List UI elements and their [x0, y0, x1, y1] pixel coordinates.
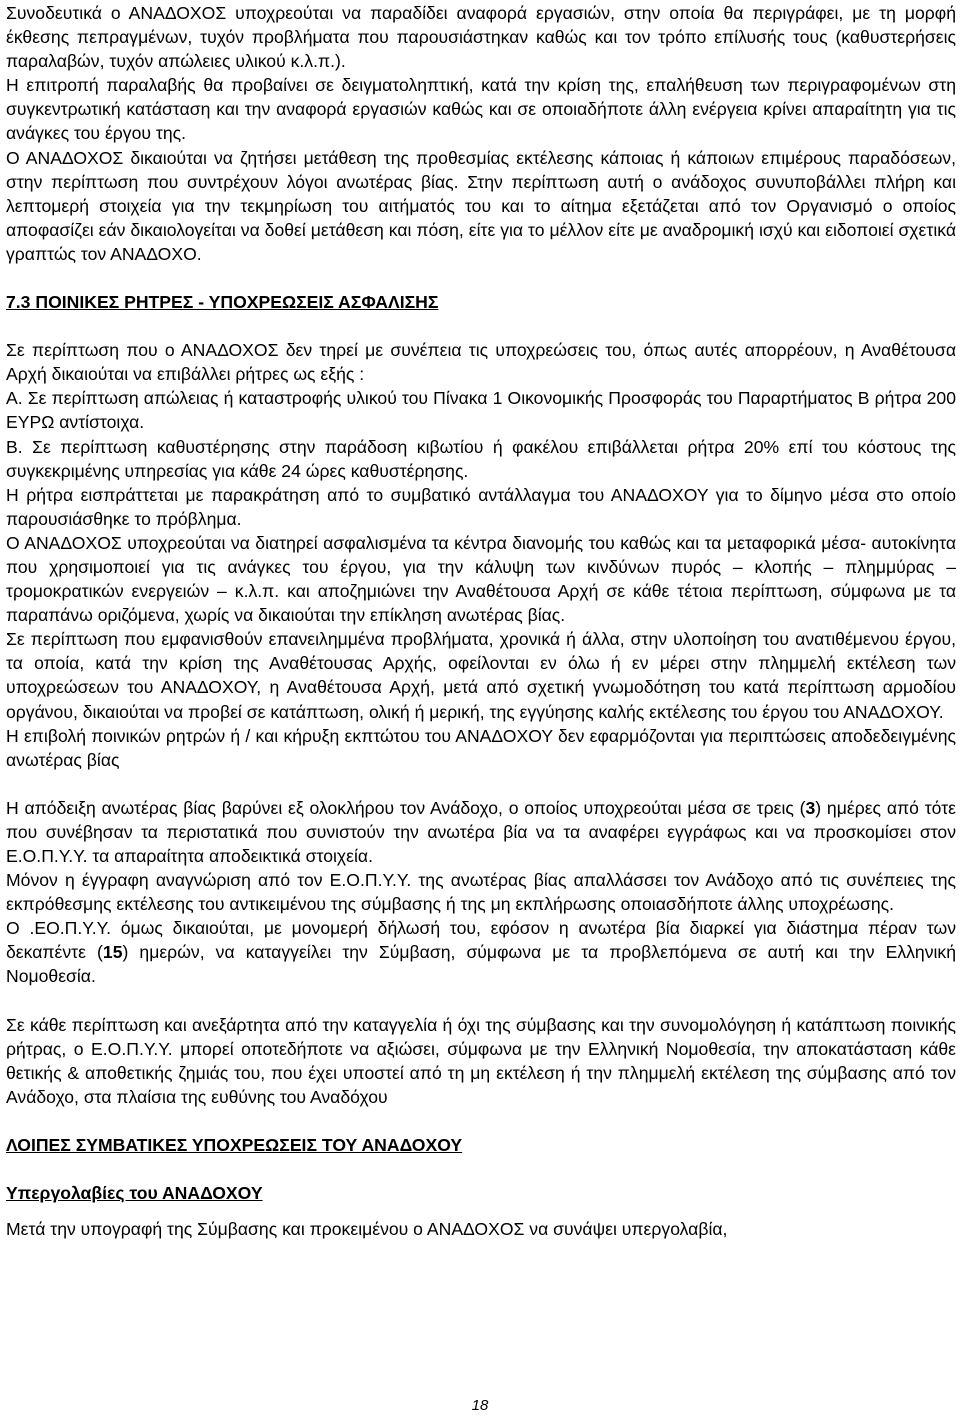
text-run: Η απόδειξη ανωτέρας βίας βαρύνει εξ ολοκλήρου τον Ανάδοχο, ο οποίος υποχρεούται μέσα σε τρεις (: [6, 797, 806, 818]
text-run: ) ημερών, να καταγγείλει την Σύμβαση, σύμφωνα με τα προβλεπόμενα σε αυτή και την Ελληνική Νομοθεσία.: [6, 942, 957, 987]
page-number: 18: [471, 1397, 489, 1414]
spacer: [6, 314, 956, 338]
paragraph-penalties-intro: Σε περίπτωση που ο ΑΝΑΔΟΧΟΣ δεν τηρεί με συνέπεια τις υποχρεώσεις του, όπως αυτές απορρέουν, η Αναθέτουσα Αρχή δικαιούται να επιβάλλει ρήτρες ως εξής :: [6, 340, 956, 385]
paragraph-damages-claim: Σε κάθε περίπτωση και ανεξάρτητα από την καταγγελία ή όχι της σύμβασης και την συνομολόγηση ή κατάπτωση ποινικής ρήτρας, ο Ε.Ο.Π.Υ.Υ. μπορεί οποτεδήποτε να αξιώσει, σύμφωνα με την Ελληνική Νομοθεσία, την αποκατάσταση κάθε θετικής & αποθετικής ζημιάς του, που έχει υποστεί από τη μη εκτέλεση ή την πλημμελή εκτέλεση της σύμβασης από τον Ανάδοχο, στα πλαίσια της ευθύνης του Αναδόχου: [6, 1014, 956, 1107]
paragraph-penalty-b: Β. Σε περίπτωση καθυστέρησης στην παράδοση κιβωτίου ή φακέλου επιβάλλεται ρήτρα 20% επί του κόστους της συγκεκριμένης υπηρεσίας για κάθε 24 ώρες καθυστέρησης.: [6, 436, 956, 481]
document-page: [6, 0, 956, 1241]
text-run: ) ημέρες από τότε που συνέβησαν τα περιστατικά που συνιστούν την ανωτέρα βία να τα αναφέρει εγγράφως και να προσκομίσει στον Ε.Ο.Π.Υ.Υ. τα απαραίτητα αποδεικτικά στοιχεία.: [6, 797, 956, 866]
section-number: 7.3: [6, 292, 31, 313]
paragraph-subcontracting: Μετά την υπογραφή της Σύμβασης και προκειμένου ο ΑΝΑΔΟΧΟΣ να συνάψει υπεργολαβία,: [6, 1219, 728, 1240]
paragraph-repeated-problems: Σε περίπτωση που εμφανισθούν επανειλημμένα προβλήματα, χρονικά ή άλλα, στην υλοποίηση του ανατιθέμενου έργου, τα οποία, κατά την κρίση της Αναθέτουσας Αρχής, οφείλονται εν όλω ή εν μέρει στην πλημμελή εκτέλεση των υποχρεώσεων του ΑΝΑΔΟΧΟΥ, η Αναθέτουσα Αρχή, μετά από σχετική γνωμοδότηση του κατά περίπτωση αρμοδίου οργάνου, δικαιούται να προβεί σε κατάπτωση, ολική ή μερική, της εγγύησης καλής εκτέλεσης του έργου του ΑΝΑΔΟΧΟΥ.: [6, 629, 956, 722]
paragraph-force-majeure-exemption: Η επιβολή ποινικών ρητρών ή / και κήρυξη εκπτώτου του ΑΝΑΔΟΧΟΥ δεν εφαρμόζονται για περιπτώσεις αποδεδειγμένης ανωτέρας βίας: [6, 725, 956, 770]
section-heading-other-obligations: ΛΟΙΠΕΣ ΣΥΜΒΑΤΙΚΕΣ ΥΠΟΧΡΕΩΣΕΙΣ ΤΟΥ ΑΝΑΔΟΧΟΥ: [6, 1134, 463, 1155]
section-heading-subcontracting: Υπεργολαβίες του ΑΝΑΔΟΧΟΥ: [6, 1183, 263, 1204]
section-heading-penalties: [6, 290, 956, 314]
spacer: [6, 989, 956, 1013]
paragraph-force-majeure-proof: [6, 796, 956, 868]
text-run: Ο .ΕΟ.Π.Υ.Υ. όμως δικαιούται, με μονομερή δήλωσή του, εφόσον η ανωτέρα βία διαρκεί για διάστημα πέραν των δεκαπέντε (: [6, 918, 956, 963]
paragraph-insurance: Ο ΑΝΑΔΟΧΟΣ υποχρεούται να διατηρεί ασφαλισμένα τα κέντρα διανομής του καθώς και τα μεταφορικά μέσα- αυτοκίνητα που χρησιμοποιεί για τις ανάγκες του έργου, για την κάλυψη των κινδύνων πυρός – κλοπής – πλημμύρας – τρομοκρατικών ενεργειών – κ.λ.π. και αποζημιώνει την Αναθέτουσα Αρχή σε κάθε τέτοια περίπτωση, σύμφωνα με τα παραπάνω οριζόμενα, χωρίς να δικαιούται την επίκληση ανωτέρας βίας.: [6, 532, 956, 626]
paragraph-penalty-a: Α. Σε περίπτωση απώλειας ή καταστροφής υλικού του Πίνακα 1 Οικονομικής Προσφοράς του Παραρτήματος Β ρήτρα 200 ΕΥΡΩ αντίστοιχα.: [6, 388, 956, 433]
bold-number: 3: [805, 797, 816, 818]
paragraph-penalty-collection: Η ρήτρα εισπράττεται με παρακράτηση από το συμβατικό αντάλλαγμα του ΑΝΑΔΟΧΟΥ για το δίμηνο μέσα στο οποίο παρουσιάσθηκε το πρόβλημα.: [6, 484, 956, 529]
bold-number: 15: [102, 942, 123, 963]
paragraph-deadline-extension: Ο ΑΝΑΔΟΧΟΣ δικαιούται να ζητήσει μετάθεση της προθεσμίας εκτέλεσης κάποιας ή κάποιων επιμέρους παραδόσεων, στην περίπτωση που συντρέχουν λόγοι ανωτέρας βίας. Στην περίπτωση αυτή ο ανάδοχος συνυποβάλλει πλήρη και λεπτομερή στοιχεία για την τεκμηρίωση του αιτήματός του και το αίτημα εξετάζεται από τον Οργανισμό ο οποίος αποφασίζει εάν δικαιολογείται να δοθεί μετάθεση και πόση, είτε για το μέλλον είτε με αναδρομική ισχύ και ειδοποιεί σχετικά γραπτώς τον ΑΝΑΔΟΧΟ.: [6, 147, 956, 264]
section-title: ΠΟΙΝΙΚΕΣ ΡΗΤΡΕΣ - ΥΠΟΧΡΕΩΣΕΙΣ ΑΣΦΑΛΙΣΗΣ: [35, 292, 439, 313]
spacer: [6, 1205, 956, 1217]
paragraph-force-majeure-termination: [6, 916, 956, 988]
spacer: [6, 266, 956, 290]
spacer: [6, 1109, 956, 1133]
paragraph-report: Συνοδευτικά ο ΑΝΑΔΟΧΟΣ υποχρεούται να παραδίδει αναφορά εργασιών, στην οποία θα περιγράφει, με τη μορφή έκθεσης πεπραγμένων, τυχόν προβλήματα που παρουσιάστηκαν καθώς και τον τρόπο επίλυσής τους (καθυστερήσεις παραλαβών, τυχόν απώλειες υλικού κ.λ.π.).: [6, 3, 956, 72]
paragraph-acceptance-committee: Η επιτροπή παραλαβής θα προβαίνει σε δειγματοληπτική, κατά την κρίση της, επαλήθευση των περιγραφομένων στη συγκεντρωτική κατάσταση και την αναφορά εργασιών καθώς και σε οποιαδήποτε άλλη ενέργεια κρίνει απαραίτητη για τις ανάγκες του έργου της.: [6, 75, 956, 144]
spacer: [6, 1157, 956, 1181]
spacer: [6, 772, 956, 796]
paragraph-force-majeure-recognition: Μόνον η έγγραφη αναγνώριση από τον Ε.Ο.Π.Υ.Υ. της ανωτέρας βίας απαλλάσσει τον Ανάδοχο από τις συνέπειες της εκπρόθεσμης εκτέλεσης του αντικειμένου της σύμβασης ή της μη εκπλήρωσης οποιασδήποτε άλλης υποχρέωσης.: [6, 870, 956, 915]
